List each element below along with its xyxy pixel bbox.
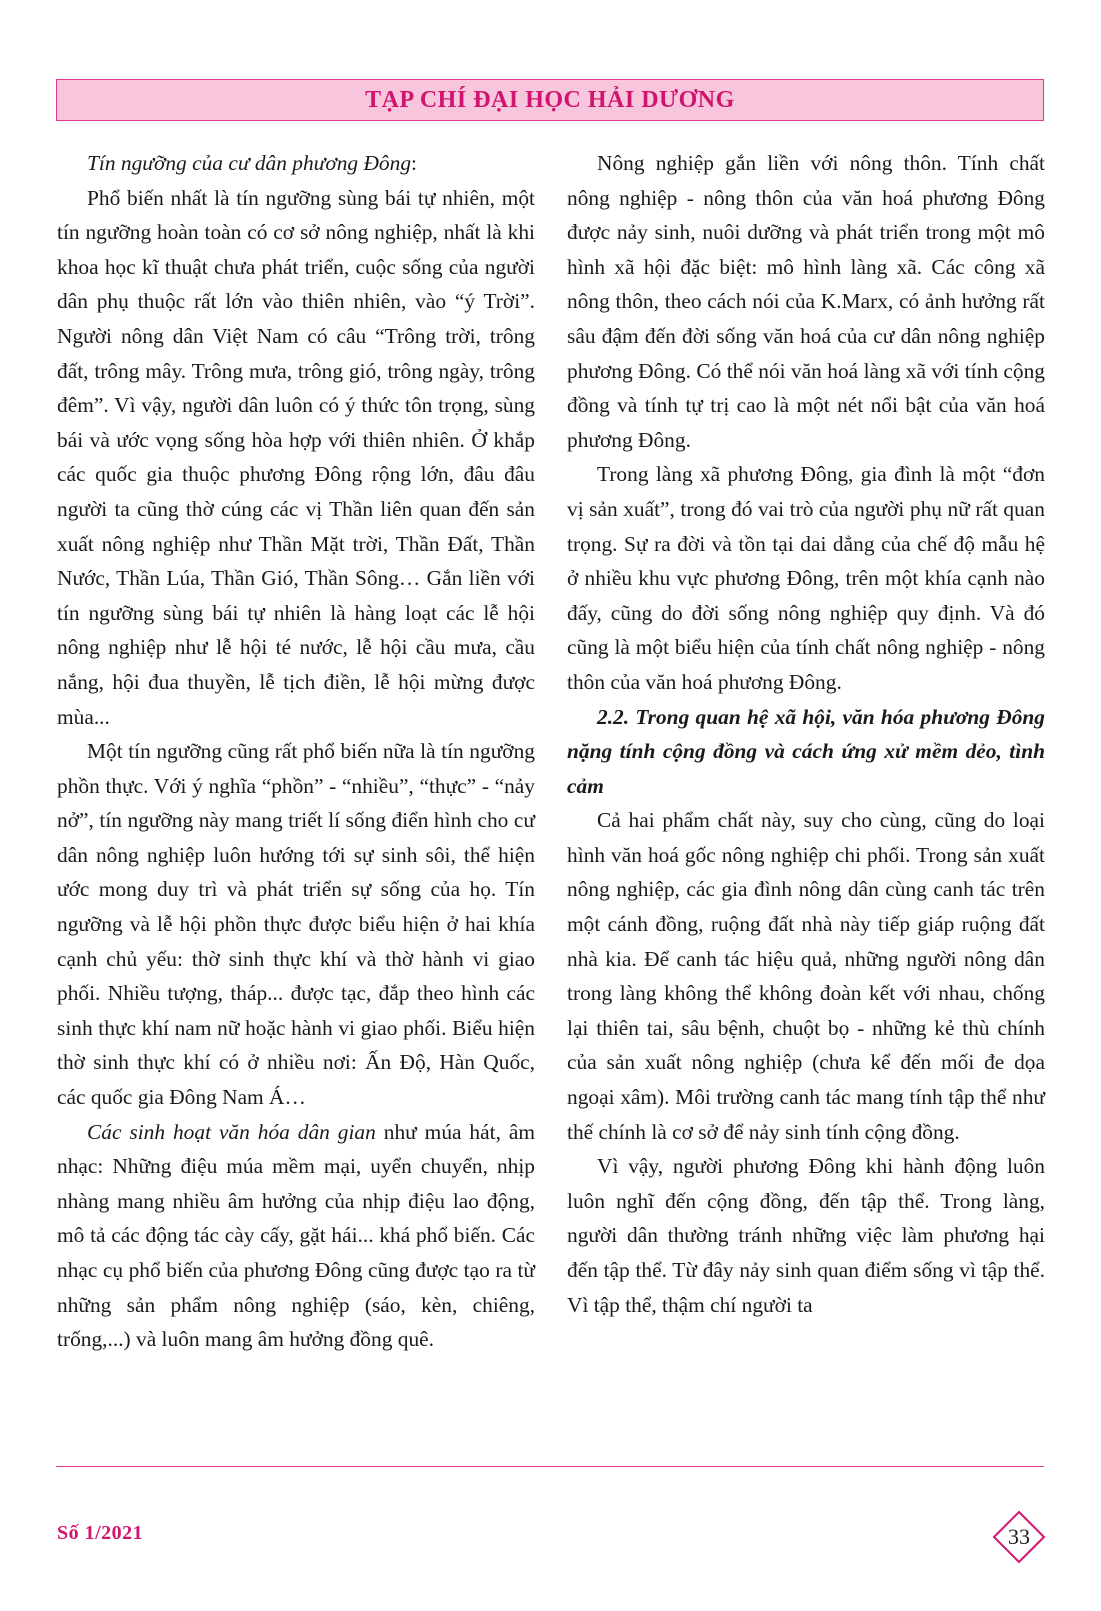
paragraph: Nông nghiệp gắn liền với nông thôn. Tính chất nông nghiệp - nông thôn của văn hoá phương Đông được nảy sinh, nuôi dưỡng và phát triển trong một mô hình xã hội đặc biệt: mô hình làng xã. Các công xã nông thôn, theo cách nói của K.Marx, có ảnh hưởng rất sâu đậm đến đời sống văn hoá của cư dân nông nghiệp phương Đông. Có thể nói văn hoá làng xã với tính cộng đồng và tính tự trị cao là một nét nổi bật của văn hoá phương Đông. bbox=[567, 151, 1045, 452]
paragraph: Một tín ngưỡng cũng rất phổ biến nữa là tín ngưỡng phồn thực. Với ý nghĩa “phồn” - “nhiều”, “thực” - “nảy nở”, tín ngưỡng này mang triết lí sống điển hình cho cư dân nông nghiệp luôn hướng tới sự sinh sôi, thể hiện ước mong duy trì và phát triển sự sống của họ. Tín ngưỡng và lễ hội phồn thực được biểu hiện ở hai khía cạnh chủ yếu: thờ sinh thực khí và thờ hành vi giao phối. Nhiều tượng, tháp... được tạc, đắp theo hình các sinh thực khí nam nữ hoặc hành vi giao phối. Biểu hiện thờ sinh thực khí có ở nhiều nơi: Ấn Độ, Hàn Quốc, các quốc gia Đông Nam Á… bbox=[57, 739, 535, 1110]
paragraph: Trong làng xã phương Đông, gia đình là một “đơn vị sản xuất”, trong đó vai trò của người phụ nữ rất quan trọng. Sự ra đời và tồn tại dai dẳng của chế độ mẫu hệ ở nhiều khu vực phương Đông, trên một khía cạnh nào đấy, cũng do đời sống nông nghiệp quy định. Và đó cũng là một biểu hiện của tính chất nông nghiệp - nông thôn của văn hoá phương Đông. bbox=[567, 462, 1045, 694]
paragraph bbox=[57, 146, 535, 181]
paragraph: Phổ biến nhất là tín ngưỡng sùng bái tự nhiên, một tín ngưỡng hoàn toàn có cơ sở nông nghiệp, nhất là khi khoa học kĩ thuật chưa phát triển, cuộc sống của người dân phụ thuộc rất lớn vào thiên nhiên, vào “ý Trời”. Người nông dân Việt Nam có câu “Trông trời, trông đất, trông mây. Trông mưa, trông gió, trông ngày, trông đêm”. Vì vậy, người dân luôn có ý thức tôn trọng, sùng bái và ước vọng sống hòa hợp với thiên nhiên. Ở khắp các quốc gia thuộc phương Đông rộng lớn, đâu đâu người ta cũng thờ cúng các vị Thần liên quan đến sản xuất nông nghiệp như Thần Mặt trời, Thần Đất, Thần Nước, Thần Lúa, Thần Gió, Thần Sông… Gắn liền với tín ngưỡng sùng bái tự nhiên là hàng loạt các lễ hội nông nghiệp như lễ hội té nước, lễ hội cầu mưa, cầu nắng, hội đua thuyền, lễ tịch điền, lễ hội mừng được mùa... bbox=[57, 185, 535, 729]
subheading-italic: Tín ngưỡng của cư dân phương Đông bbox=[87, 151, 412, 175]
paragraph: Vì vậy, người phương Đông khi hành động luôn luôn nghĩ đến cộng đồng, đến tập thể. Trong làng, người dân thường tránh những việc làm phương hại đến tập thể. Từ đây nảy sinh quan điểm sống vì tập thể. Vì tập thể, thậm chí người ta bbox=[567, 1154, 1045, 1317]
paragraph-text: : bbox=[411, 151, 417, 175]
page-number: 33 bbox=[1008, 1524, 1030, 1549]
paragraph: Cả hai phẩm chất này, suy cho cùng, cũng do loại hình văn hoá gốc nông nghiệp chi phối. Trong sản xuất nông nghiệp, các gia đình nông dân cùng canh tác trên một cánh đồng, ruộng đất nhà này tiếp giáp ruộng đất nhà kia. Để canh tác hiệu quả, những người nông dân trong làng không thể không đoàn kết với nhau, chống lại thiên tai, sâu bệnh, chuột bọ - những kẻ thù chính của sản xuất nông nghiệp (chưa kể đến mối đe dọa ngoại xâm). Môi trường canh tác mang tính tập thể như thế chính là cơ sở để nảy sinh tính cộng đồng. bbox=[567, 808, 1045, 1144]
subheading-italic: Các sinh hoạt văn hóa dân gian bbox=[87, 1119, 376, 1144]
paragraph-text: như múa hát, âm nhạc: Những điệu múa mềm mại, uyển chuyển, nhịp nhàng mang nhiều âm hưởng của nhịp điệu lao động, mô tả các động tác cày cấy, gặt hái... khá phổ biến. Các nhạc cụ phổ biến của phương Đông cũng được tạo ra từ những sản phẩm nông nghiệp (sáo, kèn, chiêng, trống,...) và luôn mang âm hưởng đồng quê. bbox=[57, 1119, 535, 1352]
journal-header-banner bbox=[56, 79, 1044, 121]
section-heading: 2.2. Trong quan hệ xã hội, văn hóa phương Đông nặng tính cộng đồng và cách ứng xử mềm dẻo, tình cảm bbox=[567, 704, 1045, 798]
footer-divider bbox=[56, 1466, 1044, 1467]
journal-title: TẠP CHÍ ĐẠI HỌC HẢI DƯƠNG bbox=[365, 86, 735, 113]
left-column bbox=[57, 146, 535, 1357]
paragraph bbox=[57, 1115, 535, 1357]
right-column bbox=[567, 146, 1045, 1322]
issue-number: Số 1/2021 bbox=[57, 1522, 144, 1544]
